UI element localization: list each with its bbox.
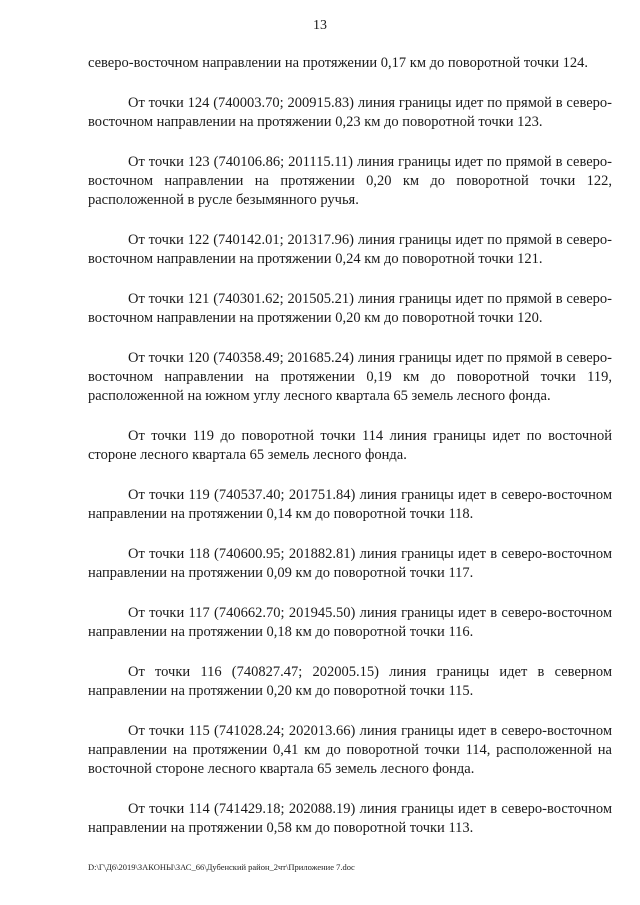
paragraph-points-119-114: От точки 119 до поворотной точки 114 линия границы идет по восточной стороне лесного квартала 65 земель лесного фонда. (88, 428, 612, 463)
paragraph-point-117: От точки 117 (740662.70; 201945.50) линия границы идет в северо-восточном направлении на протяжении 0,18 км до поворотной точки 116. (88, 605, 612, 640)
paragraph-point-114: От точки 114 (741429.18; 202088.19) линия границы идет в северо-восточном направлении на протяжении 0,58 км до поворотной точки 113. (88, 801, 612, 836)
paragraph-continuation: северо-восточном направлении на протяжении 0,17 км до поворотной точки 124. (88, 55, 589, 71)
paragraph-point-119: От точки 119 (740537.40; 201751.84) линия границы идет в северо-восточном направлении на протяжении 0,14 км до поворотной точки 118. (88, 487, 612, 522)
paragraph-point-124: От точки 124 (740003.70; 200915.83) линия границы идет по прямой в северо-восточном направлении на протяжении 0,23 км до поворотной точки 123. (88, 95, 612, 130)
paragraph-point-115: От точки 115 (741028.24; 202013.66) линия границы идет в северо-восточном направлении на протяжении 0,41 км до поворотной точки 114, расположенной на восточной стороне лесного квартала 65 земель лесного фонда. (88, 723, 612, 777)
paragraph-point-122: От точки 122 (740142.01; 201317.96) линия границы идет по прямой в северо-восточном направлении на протяжении 0,24 км до поворотной точки 121. (88, 232, 612, 267)
paragraph-point-120: От точки 120 (740358.49; 201685.24) линия границы идет по прямой в северо-восточном направлении на протяжении 0,19 км до поворотной точки 119, расположенной на южном углу лесного квартала 65 земель лесного фонда. (88, 350, 612, 404)
document-body (88, 54, 612, 838)
paragraph-point-118: От точки 118 (740600.95; 201882.81) линия границы идет в северо-восточном направлении на протяжении 0,09 км до поворотной точки 117. (88, 546, 612, 581)
paragraph-point-116: От точки 116 (740827.47; 202005.15) линия границы идет в северном направлении на протяжении 0,20 км до поворотной точки 115. (88, 664, 612, 699)
footer-file-path: D:\Г\Д6\2019\ЗАКОНЫ\ЗАС_66\Дубенский район_2чт\Приложение 7.doc (88, 862, 355, 872)
paragraph-point-123: От точки 123 (740106.86; 201115.11) линия границы идет по прямой в северо-восточном направлении на протяжении 0,20 км до поворотной точки 122, расположенной в русле безымянного ручья. (88, 154, 612, 208)
paragraph-point-121: От точки 121 (740301.62; 201505.21) линия границы идет по прямой в северо-восточном направлении на протяжении 0,20 км до поворотной точки 120. (88, 291, 612, 326)
page-number: 13 (313, 18, 327, 33)
